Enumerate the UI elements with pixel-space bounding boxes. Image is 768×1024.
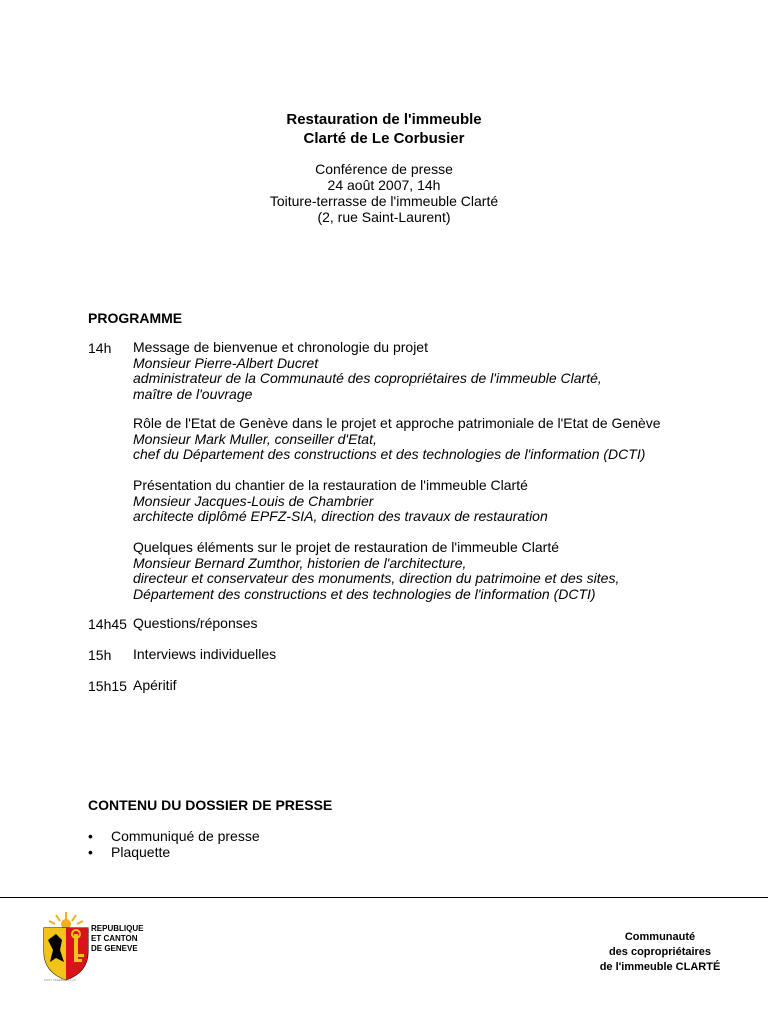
programme-block xyxy=(133,340,693,402)
speaker-line: Monsieur Pierre-Albert Ducret xyxy=(133,354,319,371)
speaker-line: Département des constructions et des technologies de l'information (DCTI) xyxy=(133,585,596,602)
speaker-line: Monsieur Bernard Zumthor, historien de l'architecture, xyxy=(133,554,467,571)
org-line: de l'immeuble CLARTÉ xyxy=(599,961,721,973)
dossier-list xyxy=(88,828,260,860)
crest-line: DE GENEVE xyxy=(91,944,138,953)
list-item-label: Communiqué de presse xyxy=(111,828,260,844)
speaker-line: chef du Département des constructions et des technologies de l'information (DCTI) xyxy=(133,446,646,462)
document-title xyxy=(0,110,768,148)
programme-block xyxy=(133,416,693,463)
programme-time: 15h xyxy=(88,647,112,663)
title-line: Clarté de Le Corbusier xyxy=(303,130,465,147)
speaker-line: directeur et conservateur des monuments, direction du patrimoine et des sites, xyxy=(133,570,620,586)
programme-block xyxy=(133,540,693,602)
list-item xyxy=(88,844,260,860)
block-title: Présentation du chantier de la restauration de l'immeuble Clarté xyxy=(133,477,528,493)
org-line: Communauté xyxy=(624,931,696,943)
organization-name xyxy=(560,930,760,975)
dossier-heading: CONTENU DU DOSSIER DE PRESSE xyxy=(88,797,333,813)
speaker-line: Monsieur Mark Muller, conseiller d'Etat, xyxy=(133,430,377,447)
speaker-line: maître de l'ouvrage xyxy=(133,385,253,402)
programme-time: 15h15 xyxy=(88,678,127,694)
programme-label: Interviews individuelles xyxy=(133,646,277,662)
crest-line: ET CANTON xyxy=(91,934,138,943)
block-title: Quelques éléments sur le projet de restauration de l'immeuble Clarté xyxy=(133,539,560,555)
programme-time: 14h xyxy=(88,340,112,356)
event-details xyxy=(0,161,768,225)
subtitle-line: Toiture-terrasse de l'immeuble Clarté xyxy=(269,193,499,209)
subtitle-line: 24 août 2007, 14h xyxy=(327,177,441,193)
programme-heading: PROGRAMME xyxy=(88,310,183,326)
speaker-line: architecte diplômé EPFZ-SIA, direction des travaux de restauration xyxy=(133,508,548,524)
programme-block xyxy=(133,478,693,525)
footer-divider xyxy=(0,897,768,898)
title-line: Restauration de l'immeuble xyxy=(286,111,482,128)
crest-motto: POST TENEBRAS LUX xyxy=(44,978,76,982)
org-line: des copropriétaires xyxy=(608,946,712,958)
speaker-line: Monsieur Jacques-Louis de Chambrier xyxy=(133,492,374,509)
programme-label: Questions/réponses xyxy=(133,615,258,631)
bullet-icon: • xyxy=(88,844,93,860)
subtitle-line: Conférence de presse xyxy=(315,161,453,177)
block-title: Message de bienvenue et chronologie du projet xyxy=(133,339,428,355)
list-item-label: Plaquette xyxy=(111,844,171,860)
block-title: Rôle de l'Etat de Genève dans le projet et approche patrimoniale de l'Etat de Genève xyxy=(133,415,661,431)
crest-caption xyxy=(91,924,143,954)
crest-line: REPUBLIQUE xyxy=(91,924,144,933)
bullet-icon: • xyxy=(88,828,93,844)
subtitle-line: (2, rue Saint-Laurent) xyxy=(317,209,451,225)
programme-time: 14h45 xyxy=(88,616,127,632)
list-item xyxy=(88,828,260,844)
programme-label: Apéritif xyxy=(133,677,177,693)
speaker-line: administrateur de la Communauté des copropriétaires de l'immeuble Clarté, xyxy=(133,370,602,386)
